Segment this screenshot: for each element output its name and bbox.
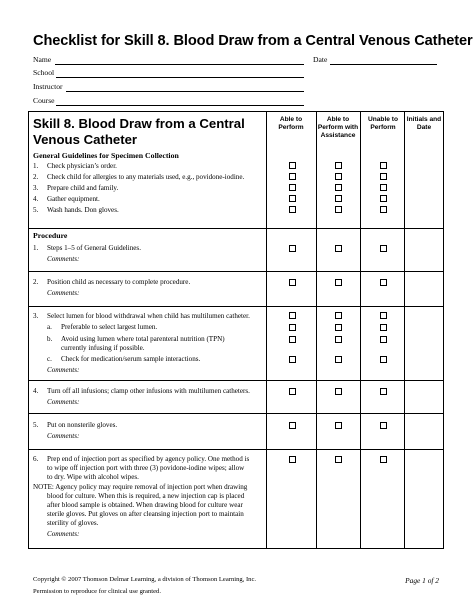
instructor-line [66, 91, 304, 92]
checkbox-able[interactable] [289, 173, 296, 180]
name-line [55, 64, 304, 65]
step-text: Steps 1–5 of General Guidelines. [47, 244, 141, 252]
step-text: Put on nonsterile gloves. [47, 421, 118, 429]
col-header-able: Able to Perform [278, 116, 304, 131]
row-divider [28, 306, 444, 307]
step-note: sterile gloves. Put gloves on after cleansing injection port to maintain [47, 510, 244, 518]
checkbox-unable[interactable] [380, 422, 387, 429]
checkbox-unable[interactable] [380, 336, 387, 343]
checkbox-assist[interactable] [335, 184, 342, 191]
step-number: 5. [33, 421, 39, 429]
general-item-number: 1. [33, 162, 39, 170]
checkbox-assist[interactable] [335, 456, 342, 463]
general-item-number: 5. [33, 206, 39, 214]
step-number: 2. [33, 278, 39, 286]
page-number: Page 1 of 2 [405, 576, 439, 585]
checkbox-assist[interactable] [335, 173, 342, 180]
sub-step-text: currently infusing if possible. [61, 344, 145, 352]
checkbox-unable[interactable] [380, 356, 387, 363]
checkbox-able[interactable] [289, 195, 296, 202]
checkbox-assist[interactable] [335, 422, 342, 429]
checkbox-able[interactable] [289, 422, 296, 429]
step-text: Position child as necessary to complete procedure. [47, 278, 191, 286]
step-number: 3. [33, 312, 39, 320]
checkbox-able[interactable] [289, 324, 296, 331]
step-number: 1. [33, 244, 39, 252]
checkbox-assist[interactable] [335, 206, 342, 213]
course-label: Course [33, 96, 55, 105]
instructor-field[interactable] [33, 82, 333, 92]
course-line [56, 105, 304, 106]
general-item-number: 4. [33, 195, 39, 203]
step-comments: Comments: [47, 398, 80, 406]
step-text: Select lumen for blood withdrawal when child has multilumen catheter. [47, 312, 250, 320]
school-field[interactable] [33, 68, 333, 78]
general-guidelines-heading: General Guidelines for Specimen Collection [33, 151, 179, 160]
col-divider-1 [266, 111, 267, 549]
checkbox-assist[interactable] [335, 245, 342, 252]
checkbox-assist[interactable] [335, 195, 342, 202]
general-item-text: Check child for allergies to any materials used, e.g., povidone-iodine. [47, 173, 245, 181]
checkbox-able[interactable] [289, 162, 296, 169]
step-number: 6. [33, 455, 39, 463]
date-field[interactable] [313, 55, 443, 65]
school-label: School [33, 68, 55, 77]
sub-step-text: Avoid using lumen where total parenteral nutrition (TPN) [61, 335, 225, 343]
checkbox-able[interactable] [289, 279, 296, 286]
checkbox-unable[interactable] [380, 456, 387, 463]
col-divider-2 [316, 111, 317, 549]
checkbox-unable[interactable] [380, 312, 387, 319]
date-line [330, 64, 437, 65]
checkbox-unable[interactable] [380, 279, 387, 286]
checkbox-able[interactable] [289, 312, 296, 319]
checkbox-able[interactable] [289, 184, 296, 191]
checkbox-unable[interactable] [380, 324, 387, 331]
checkbox-assist[interactable] [335, 324, 342, 331]
checkbox-able[interactable] [289, 388, 296, 395]
step-text: Prep end of injection port as specified by agency policy. One method is [47, 455, 250, 463]
checkbox-unable[interactable] [380, 245, 387, 252]
col-header-assist: Able to Perform with Assistance [317, 116, 359, 139]
checkbox-assist[interactable] [335, 279, 342, 286]
name-label: Name [33, 55, 52, 64]
checkbox-unable[interactable] [380, 195, 387, 202]
checkbox-assist[interactable] [335, 162, 342, 169]
skill-title: Skill 8. Blood Draw from a Central Venous Catheter [33, 116, 245, 147]
row-divider [28, 413, 444, 414]
general-item-text: Wash hands. Don gloves. [47, 206, 119, 214]
step-comments: Comments: [47, 289, 80, 297]
sub-step-letter: b. [47, 335, 53, 343]
step-number: 4. [33, 387, 39, 395]
general-item-number: 3. [33, 184, 39, 192]
step-note: sterility of gloves. [47, 519, 99, 527]
step-text: to wipe off injection port with three (3) povidone-iodine wipes; allow [47, 464, 245, 472]
sub-step-text: Check for medication/serum sample interactions. [61, 355, 201, 363]
instructor-label: Instructor [33, 82, 63, 91]
col-header-unable: Unable to Perform [367, 116, 399, 131]
date-label: Date [313, 55, 328, 64]
step-comments: Comments: [47, 366, 80, 374]
checkbox-assist[interactable] [335, 336, 342, 343]
checkbox-unable[interactable] [380, 184, 387, 191]
row-divider [28, 449, 444, 450]
page-title: Checklist for Skill 8. Blood Draw from a Central Venous Catheter [33, 33, 473, 49]
step-comments: Comments: [47, 255, 80, 263]
general-item-number: 2. [33, 173, 39, 181]
checkbox-able[interactable] [289, 336, 296, 343]
general-item-text: Prepare child and family. [47, 184, 119, 192]
sub-step-letter: a. [47, 323, 52, 331]
general-item-text: Check physician’s order. [47, 162, 117, 170]
checkbox-unable[interactable] [380, 388, 387, 395]
sub-step-text: Preferable to select largest lumen. [61, 323, 158, 331]
checkbox-unable[interactable] [380, 173, 387, 180]
copyright-text: Copyright © 2007 Thomson Delmar Learning, a division of Thomson Learning, Inc. [33, 576, 257, 583]
step-note: after blood sample is obtained. When drawing blood for culture wear [47, 501, 243, 509]
procedure-heading: Procedure [33, 231, 68, 240]
checkbox-assist[interactable] [335, 312, 342, 319]
checkbox-unable[interactable] [380, 206, 387, 213]
step-text: Turn off all infusions; clamp other infusions with multilumen catheters. [47, 387, 250, 395]
row-divider [28, 228, 444, 229]
course-field[interactable] [33, 96, 333, 106]
general-item-text: Gather equipment. [47, 195, 100, 203]
checkbox-able[interactable] [289, 456, 296, 463]
step-note: blood for culture. When this is required, a new injection cap is placed [47, 492, 245, 500]
sub-step-letter: c. [47, 355, 52, 363]
checkbox-assist[interactable] [335, 356, 342, 363]
step-comments: Comments: [47, 432, 80, 440]
checkbox-able[interactable] [289, 245, 296, 252]
col-divider-4 [404, 111, 405, 549]
step-text: to dry. Wipe with alcohol wipes. [47, 473, 139, 481]
step-note: NOTE: Agency policy may require removal of injection port when drawing [33, 483, 248, 491]
checkbox-able[interactable] [289, 206, 296, 213]
checkbox-unable[interactable] [380, 162, 387, 169]
school-line [56, 77, 304, 78]
row-divider [28, 271, 444, 272]
step-comments: Comments: [47, 530, 80, 538]
checkbox-able[interactable] [289, 356, 296, 363]
col-divider-3 [360, 111, 361, 549]
permission-text: Permission to reproduce for clinical use granted. [33, 588, 161, 595]
col-header-initials: Initials and Date [406, 116, 442, 131]
checkbox-assist[interactable] [335, 388, 342, 395]
row-divider [28, 380, 444, 381]
